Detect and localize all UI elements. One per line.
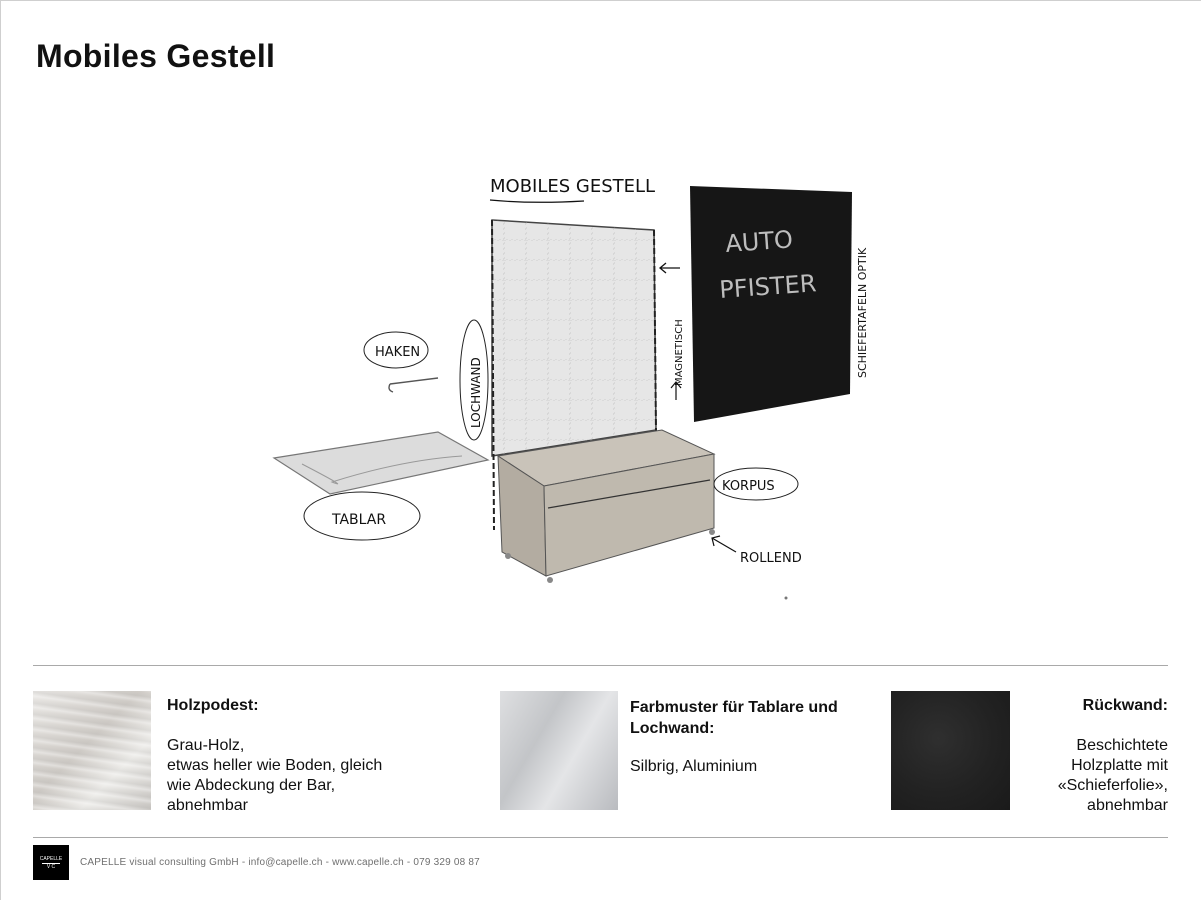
material-description-farbmuster: Silbrig, Aluminium (630, 758, 758, 775)
page-title: Mobiles Gestell (36, 38, 276, 74)
logo-text-bottom: V C (46, 864, 56, 870)
material-description-holzpodest: Grau-Holz, etwas heller wie Boden, gleich wie Abdeckung der Bar, abnehmbar (167, 737, 383, 814)
blackboard-text-2: PFISTER (718, 269, 818, 304)
wheel (547, 577, 553, 583)
arrow-rollend (712, 536, 736, 552)
label-rollend: ROLLEND (740, 551, 802, 566)
pegboard-grid (492, 220, 656, 456)
wheel (505, 553, 511, 559)
logo-text-top: CAPELLE (39, 856, 63, 862)
material-title-rueckwand: Rückwand: (1082, 697, 1168, 714)
slate-swatch (891, 691, 1010, 810)
footer-contact: CAPELLE visual consulting GmbH - info@capelle.ch - www.capelle.ch - 079 329 08 87 (80, 857, 480, 868)
label-magnetisch: MAGNETISCH (674, 319, 685, 386)
hook-icon (389, 378, 438, 392)
arrow-pegboard (660, 263, 680, 273)
material-title-farbmuster: Farbmuster für Tablare und Lochwand: (630, 699, 838, 737)
sketch-heading: MOBILES GESTELL (490, 176, 656, 197)
page-border-left (0, 0, 1, 900)
divider-top (33, 665, 1168, 666)
blackboard-text-1: AUTO (724, 225, 794, 258)
material-description-rueckwand: Beschichtete Holzplatte mit «Schieferfolie», abnehmbar (1057, 737, 1168, 814)
heading-underline (490, 200, 584, 202)
wood-swatch (33, 691, 151, 810)
company-logo (33, 845, 69, 880)
wheel (709, 529, 715, 535)
label-lochwand: LOCHWAND (469, 357, 483, 428)
label-haken: HAKEN (375, 345, 421, 360)
aluminium-swatch (500, 691, 618, 810)
blackboard (690, 186, 852, 422)
tablar-shelf (274, 432, 488, 494)
divider-bottom (33, 837, 1168, 838)
material-title-holzpodest: Holzpodest: (167, 697, 259, 714)
label-schiefer: SCHIEFERTAFELN OPTIK (856, 247, 869, 378)
sketch-dot (785, 597, 788, 600)
label-tablar: TABLAR (332, 512, 387, 528)
label-korpus: KORPUS (722, 479, 775, 494)
page-border-top (0, 0, 1201, 1)
sketch-illustration (262, 160, 869, 610)
